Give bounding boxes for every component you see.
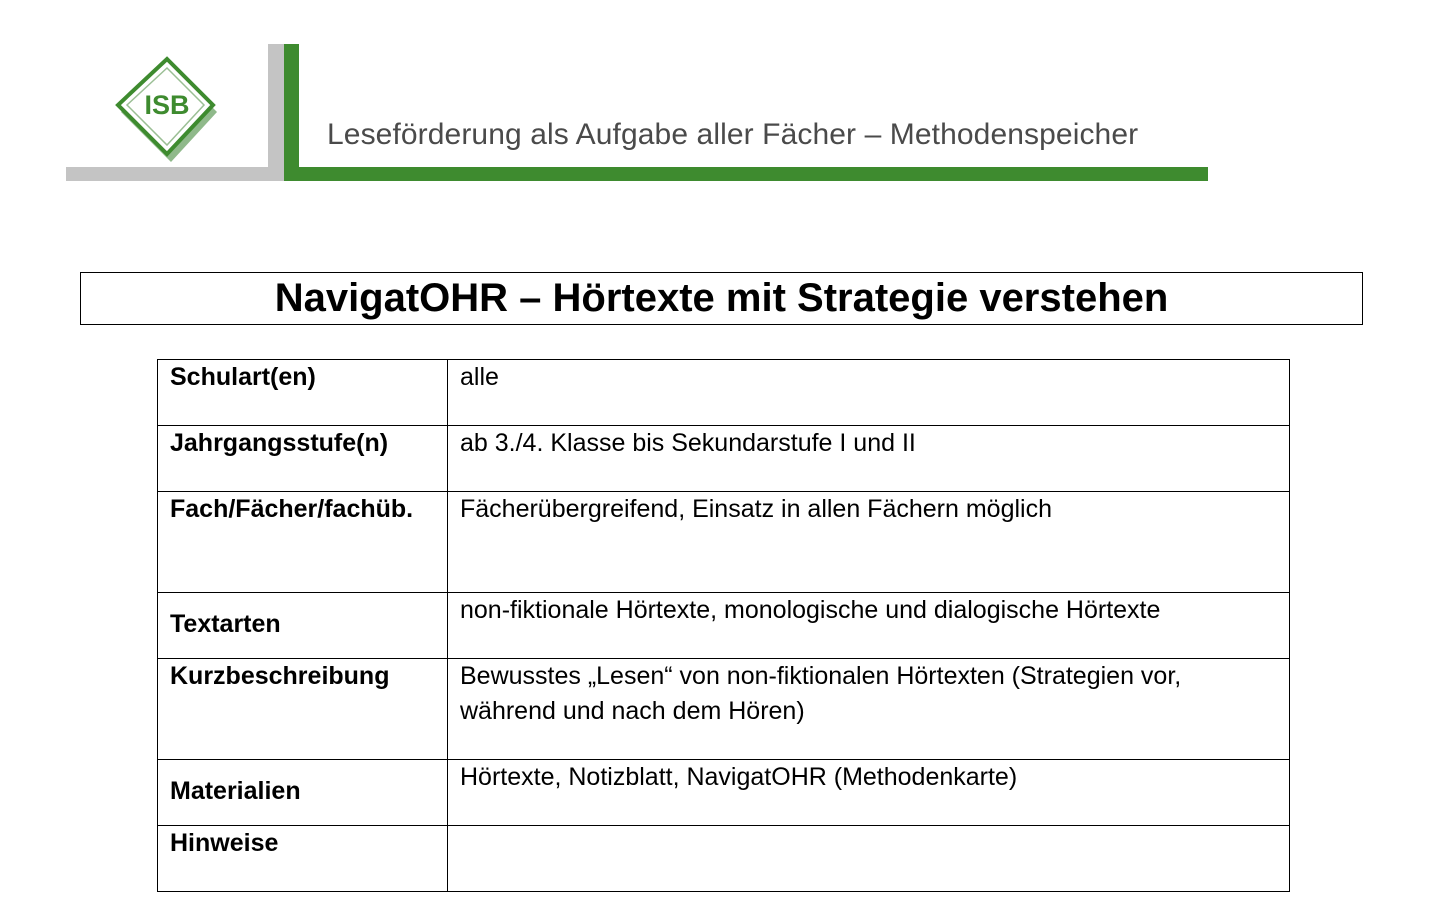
row-value: Hörtexte, Notizblatt, NavigatOHR (Methodenkarte): [448, 760, 1290, 826]
row-label: Hinweise: [158, 826, 448, 892]
info-table: [157, 359, 1290, 892]
table-row: [158, 760, 1290, 826]
row-value: Fächerübergreifend, Einsatz in allen Fächern möglich: [448, 492, 1290, 593]
table-row: [158, 426, 1290, 492]
row-label: Schulart(en): [158, 360, 448, 426]
table-row: [158, 659, 1290, 760]
table-row: [158, 826, 1290, 892]
svg-text:ISB: ISB: [144, 90, 190, 120]
row-label: Textarten: [158, 593, 448, 659]
row-value-line: Bewusstes „Lesen“ von non-fiktionalen Hörtexten (Strategien vor,: [460, 662, 1182, 690]
row-value: alle: [448, 360, 1290, 426]
table-row: [158, 492, 1290, 593]
row-label: Kurzbeschreibung: [158, 659, 448, 760]
table-row: [158, 360, 1290, 426]
header-green-bar: [284, 167, 1208, 181]
header-gray-bar: [66, 167, 284, 181]
header-subtitle: Leseförderung als Aufgabe aller Fächer – Methodenspeicher: [327, 118, 1139, 151]
document-title-box: [80, 272, 1363, 325]
row-label: Fach/Fächer/fachüb.: [158, 492, 448, 593]
header-green-divider: [284, 44, 299, 181]
row-value: non-fiktionale Hörtexte, monologische und dialogische Hörtexte: [448, 593, 1290, 659]
table-row: [158, 593, 1290, 659]
row-value: [448, 826, 1290, 892]
row-label: Jahrgangsstufe(n): [158, 426, 448, 492]
row-value-line: während und nach dem Hören): [460, 697, 805, 725]
header-gray-divider: [268, 44, 284, 181]
row-label: Materialien: [158, 760, 448, 826]
document-title: NavigatOHR – Hörtexte mit Strategie verstehen: [274, 276, 1169, 320]
row-value: ab 3./4. Klasse bis Sekundarstufe I und II: [448, 426, 1290, 492]
isb-logo: [113, 56, 221, 168]
row-value: [448, 659, 1290, 760]
